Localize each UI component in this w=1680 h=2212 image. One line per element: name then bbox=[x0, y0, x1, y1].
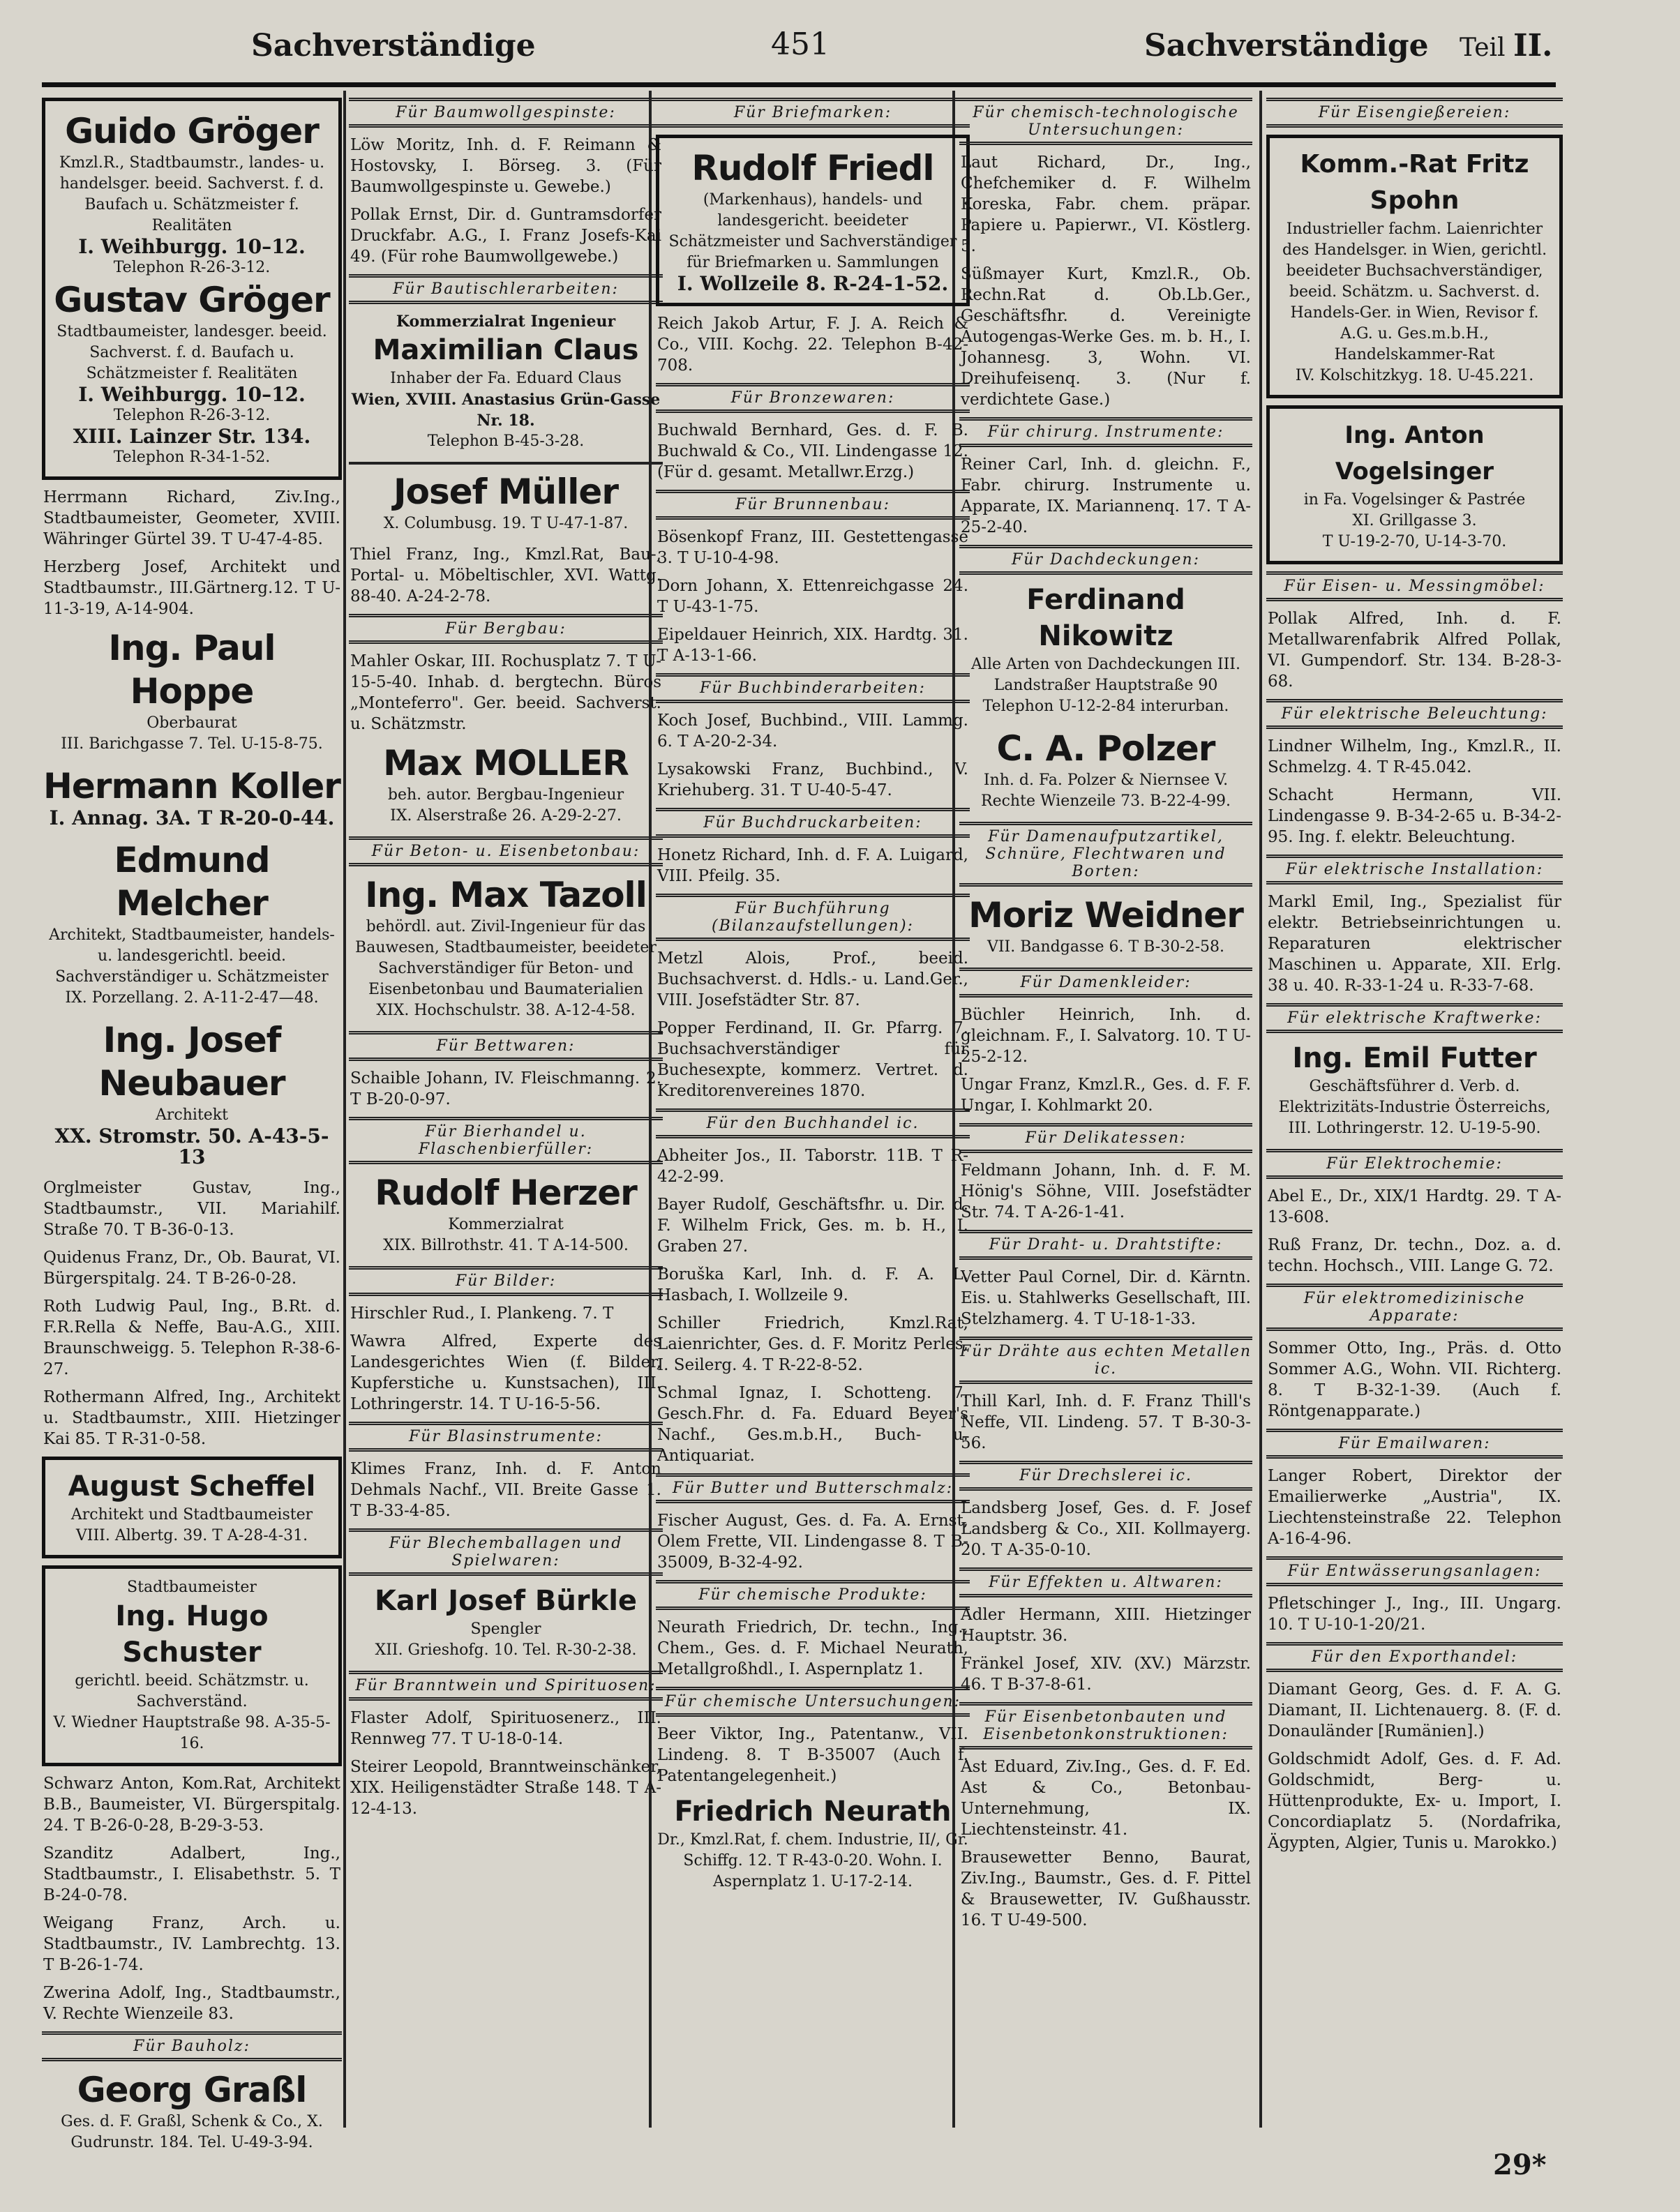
ad-name: August Scheffel bbox=[68, 1470, 316, 1503]
entry: Bayer Rudolf, Geschäftsfhr. u. Dir. d. F. Wilhelm Frick, Ges. m. b. H., I. Graben 27. bbox=[657, 1196, 968, 1256]
ad-text: Industrieller fachm. Laienrichter des Handelsger. in Wien, gerichtl. beeideter Buchsachverständiger, beeid. Schätzm. u. Sachverst. d. Handels-Ger. in Wien, Revisor f. A.G. u. Ges.m.b.H., Handelskammer-Rat bbox=[1282, 220, 1547, 363]
ad-maximilian-claus bbox=[349, 311, 663, 452]
section-heading: Für Damenaufputzartikel, Schnüre, Flechtwaren und Borten: bbox=[959, 822, 1252, 887]
ad-josef-neubauer bbox=[42, 1018, 342, 1168]
section-heading: Für Draht- u. Drahtstifte: bbox=[959, 1230, 1252, 1260]
entry: Reich Jakob Artur, F. J. A. Reich & Co., VIII. Kochg. 22. Telephon B-42-708. bbox=[657, 315, 968, 375]
ad-text: Stadtbaumeister, landesger. beeid. Sachverst. f. d. Baufach u. Schätzmeister f. Realitäten bbox=[57, 323, 327, 382]
ad-name: Ing. Hugo Schuster bbox=[115, 1600, 269, 1669]
entry: Schiller Friedrich, Kmzl.Rat, Laienrichter, Ges. d. F. Moritz Perles, I. Seilerg. 4. T R-22-8-52. bbox=[657, 1314, 968, 1374]
header-left: Sachverständige bbox=[251, 28, 536, 63]
section-heading: Für chirurg. Instrumente: bbox=[959, 417, 1252, 447]
entry: Beer Viktor, Ing., Patentanw., VII. Lindeng. 8. T B-35007 (Auch f. Patentangelegenheit.) bbox=[657, 1725, 968, 1785]
ad-paul-hoppe bbox=[42, 626, 342, 755]
ad-subtitle: Architekt bbox=[156, 1106, 228, 1124]
section-heading: Für Blasinstrumente: bbox=[349, 1422, 663, 1452]
top-rule bbox=[42, 82, 1556, 87]
section-heading: Für Eisengießereien: bbox=[1266, 98, 1563, 128]
section-heading: Für den Exporthandel: bbox=[1266, 1642, 1563, 1672]
ad-text: Inhaber der Fa. Eduard Claus bbox=[390, 370, 622, 387]
section-heading: Für Buchführung (Bilanzaufstellungen): bbox=[656, 894, 970, 941]
section-heading: Für Dachdeckungen: bbox=[959, 545, 1252, 575]
section-heading: Für chemische Produkte: bbox=[656, 1580, 970, 1610]
section-heading: Für den Buchhandel ic. bbox=[656, 1108, 970, 1138]
entry: Ruß Franz, Dr. techn., Doz. a. d. techn. Hochsch., VIII. Lange G. 72. bbox=[1268, 1236, 1561, 1275]
ad-karl-josef-buerkle bbox=[349, 1583, 663, 1661]
ad-name: Georg Graßl bbox=[77, 2070, 307, 2110]
entry: Diamant Georg, Ges. d. F. A. G. Diamant, II. Lichtenauerg. 8. (F. d. Donauländer [Rumänien].) bbox=[1268, 1680, 1561, 1740]
ad-name: Guido Gröger bbox=[65, 111, 319, 151]
ad-text: Kmzl.R., Stadtbaumstr., landes- u. handelsger. beeid. Sachverst. f. d. Baufach u. Schätzmeister f. Realitäten bbox=[59, 154, 325, 234]
entry: Süßmayer Kurt, Kmzl.R., Ob. Rechn.Rat d. Ob.Lb.Ger., Geschäftsfhr. d. Vereinigte Autogengas-Werke Ges. m. b. H., I. Johannesg. 3, Wohn. VI. Dreihufeisenq. 3. (Nur f. verdichtete Gase.) bbox=[961, 265, 1251, 409]
ad-text: Architekt, Stadtbaumeister, handels- u. landesgerichtl. beeid. Sachverständiger u. Schätzmeister bbox=[49, 926, 335, 986]
entry: Abheiter Jos., II. Taborstr. 11B. T R-42-2-99. bbox=[657, 1147, 968, 1186]
entry: Fränkel Josef, XIV. (XV.) Märzstr. 46. T B-37-8-61. bbox=[961, 1655, 1251, 1694]
ad-address: I. Weihburgg. 10–12. bbox=[78, 235, 306, 258]
ad-moriz-weidner bbox=[959, 894, 1252, 958]
entry: Bösenkopf Franz, III. Gestettengasse 3. T U-10-4-98. bbox=[657, 528, 968, 567]
entry: Reiner Carl, Inh. d. gleichn. F., Fabr. chirurg. Instrumente u. Apparate, IX. Mariannenq. 17. T A-25-2-40. bbox=[961, 456, 1251, 536]
entry: Langer Robert, Direktor der Emailierwerke „Austria", IX. Liechtensteinstraße 22. Telephon A-16-4-96. bbox=[1268, 1467, 1561, 1548]
section-heading: Für Damenkleider: bbox=[959, 968, 1252, 998]
ad-address: XIX. Billrothstr. 41. T A-14-500. bbox=[383, 1237, 629, 1254]
ad-rudolf-herzer bbox=[349, 1171, 663, 1256]
ad-address: VII. Bandgasse 6. T B-30-2-58. bbox=[987, 938, 1225, 956]
section-heading: Für chemisch-technologische Untersuchungen: bbox=[959, 98, 1252, 145]
entry: Schmal Ignaz, I. Schotteng. 7. Gesch.Fhr. d. Fa. Eduard Beyer's Nachf., Ges.m.b.H., Buch- u. Antiquariat. bbox=[657, 1384, 968, 1465]
ad-subtitle: Spengler bbox=[470, 1620, 541, 1638]
column-rule bbox=[343, 91, 346, 2128]
ad-subtitle: Oberbaurat bbox=[147, 714, 237, 732]
ad-text: Architekt und Stadtbaumeister bbox=[70, 1506, 313, 1523]
ad-telephone: Telephon R-26-3-12. bbox=[113, 407, 271, 424]
ad-address: I. Weihburgg. 10–12. bbox=[78, 383, 306, 406]
entry: Schacht Hermann, VII. Lindengasse 9. B-34-2-65 u. B-34-2-95. Ing. f. elektr. Beleuchtung. bbox=[1268, 786, 1561, 846]
section-heading: Für Drechslerei ic. bbox=[959, 1461, 1252, 1491]
ad-address: XII. Grieshofg. 10. Tel. R-30-2-38. bbox=[375, 1641, 637, 1659]
ad-name: Hermann Koller bbox=[43, 766, 340, 806]
ad-text: in Fa. Vogelsinger & Pastrée bbox=[1303, 491, 1526, 509]
rule bbox=[349, 462, 663, 465]
entry: Rothermann Alfred, Ing., Architekt u. Stadtbaumstr., XIII. Hietzinger Kai 85. T R-31-0-58. bbox=[43, 1388, 340, 1448]
ad-telephone: Telephon R-26-3-12. bbox=[113, 259, 271, 276]
column-5 bbox=[1266, 91, 1563, 2121]
ad-address: X. Columbusg. 19. T U-47-1-87. bbox=[383, 515, 629, 532]
part-number: II. bbox=[1513, 28, 1553, 63]
entry: Markl Emil, Ing., Spezialist für elektr. Betriebseinrichtungen u. Reparaturen elektrischer Maschinen u. Apparate, XII. Erlg. 38 u. 40. R-33-1-24 u. R-33-7-68. bbox=[1268, 893, 1561, 995]
entry: Szanditz Adalbert, Ing., Stadtbaumstr., I. Elisabethstr. 5. T B-24-0-78. bbox=[43, 1844, 340, 1904]
ad-address: I. Annag. 3A. T R-20-0-44. bbox=[49, 806, 335, 829]
ad-georg-grassl bbox=[42, 2068, 342, 2153]
ad-august-scheffel bbox=[42, 1457, 342, 1558]
ad-name: Max MOLLER bbox=[383, 743, 629, 783]
section-heading: Für Branntwein und Spirituosen: bbox=[349, 1671, 663, 1701]
entry: Herrmann Richard, Ziv.Ing., Stadtbaumeister, Geometer, XVIII. Währinger Gürtel 39. T U-47-4-85. bbox=[43, 488, 340, 548]
ad-hugo-schuster bbox=[42, 1565, 342, 1766]
ad-address: XX. Stromstr. 50. A-43-5-13 bbox=[54, 1124, 329, 1168]
ad-max-tazoll bbox=[349, 873, 663, 1021]
entry: Popper Ferdinand, II. Gr. Pfarrg. 7. Buchsachverständiger für Buchesexpte, kommerz. Vertret. d. Kreditorenvereines 1870. bbox=[657, 1019, 968, 1100]
page-header bbox=[0, 20, 1680, 75]
ad-text: Dr., Kmzl.Rat, f. chem. Industrie, II/, Gr. Schiffg. 12. T R-43-0-20. Wohn. I. Aspernplatz 1. U-17-2-14. bbox=[657, 1831, 968, 1890]
section-heading: Für elektrische Beleuchtung: bbox=[1266, 699, 1563, 729]
section-heading: Für Baumwollgespinste: bbox=[349, 98, 663, 128]
ad-text: Inh. d. Fa. Polzer & Niernsee V. Rechte Wienzeile 73. B-22-4-99. bbox=[981, 772, 1231, 810]
ad-hermann-koller bbox=[42, 765, 342, 829]
section-heading: Für Briefmarken: bbox=[656, 98, 970, 128]
entry: Zwerina Adolf, Ing., Stadtbaumstr., V. Rechte Wienzeile 83. bbox=[43, 1984, 340, 2023]
column-2 bbox=[349, 91, 663, 2121]
ad-max-moller bbox=[349, 742, 663, 827]
section-heading: Für Beton- u. Eisenbetonbau: bbox=[349, 836, 663, 866]
ad-text: gerichtl. beeid. Schätzmstr. u. Sachverständ. bbox=[75, 1672, 309, 1710]
section-heading: Für Emailwaren: bbox=[1266, 1429, 1563, 1459]
ad-address: Wien, XVIII. Anastasius Grün-Gasse Nr. 18. bbox=[351, 391, 661, 430]
entry: Hirschler Rud., I. Plankeng. 7. T bbox=[350, 1304, 614, 1323]
entry: Dorn Johann, X. Ettenreichgasse 24. T U-43-1-75. bbox=[657, 577, 968, 616]
ad-address: III. Barichgasse 7. Tel. U-15-8-75. bbox=[61, 735, 323, 753]
section-heading: Für Bergbau: bbox=[349, 614, 663, 644]
ad-name: Karl Josef Bürkle bbox=[374, 1585, 638, 1617]
ad-address: III. Lothringerstr. 12. U-19-5-90. bbox=[1288, 1120, 1541, 1137]
ad-friedrich-neurath bbox=[656, 1793, 970, 1893]
entry: Wawra Alfred, Experte des Landesgerichtes Wien (f. Bilder, Kupferstiche u. Kunstsachen), III. Lothringerstr. 14. T U-16-5-56. bbox=[350, 1332, 661, 1413]
entry: Fischer August, Ges. d. Fa. A. Ernst, Olem Frette, VII. Lindengasse 8. T B-35009, B-32-4-92. bbox=[657, 1512, 968, 1572]
ad-address: VIII. Albertg. 39. T A-28-4-31. bbox=[75, 1527, 308, 1544]
section-heading: Für Bilder: bbox=[349, 1266, 663, 1296]
ad-name: Ing. Max Tazoll bbox=[365, 875, 647, 915]
page-number: 451 bbox=[771, 27, 830, 62]
ad-address: IX. Alserstraße 26. A-29-2-27. bbox=[390, 807, 622, 825]
ad-text: Ges. d. F. Graßl, Schenk & Co., X. Gudrunstr. 184. Tel. U-49-3-94. bbox=[61, 2113, 323, 2151]
ad-telephone: Telephon R-34-1-52. bbox=[113, 449, 271, 466]
ad-name: Gustav Gröger bbox=[54, 280, 330, 320]
entry: Schaible Johann, IV. Fleischmanng. 2. T B-20-0-97. bbox=[350, 1069, 661, 1108]
ad-text: behördl. aut. Zivil-Ingenieur für das Bauwesen, Stadtbaumeister, beeideter Sachverständiger für Beton- und Eisenbetonbau und Baumaterialien bbox=[355, 918, 657, 998]
ad-address: I. Wollzeile 8. R-24-1-52. bbox=[677, 272, 949, 295]
section-heading: Für Effekten u. Altwaren: bbox=[959, 1567, 1252, 1597]
entry: Steirer Leopold, Branntweinschänker, XIX. Heiligenstädter Straße 148. T A-12-4-13. bbox=[350, 1758, 661, 1818]
entry: Abel E., Dr., XIX/1 Hardtg. 29. T A-13-608. bbox=[1268, 1187, 1561, 1226]
entry: Lysakowski Franz, Buchbind., V. Kriehuberg. 31. T U-40-5-47. bbox=[657, 760, 968, 799]
entry: Laut Richard, Dr., Ing., Chefchemiker d. F. Wilhelm Koreska, Fabr. chem. präpar. Papiere u. Papierwr., VI. Köstlerg. 5. bbox=[961, 153, 1251, 255]
ad-name: Ing. Anton Vogelsinger bbox=[1335, 421, 1494, 486]
ad-address: XI. Grillgasse 3. bbox=[1352, 512, 1477, 529]
ad-name: Komm.-Rat Fritz Spohn bbox=[1300, 150, 1529, 215]
ad-ca-polzer bbox=[959, 727, 1252, 812]
ad-address: XIII. Lainzer Str. 134. bbox=[73, 425, 311, 448]
entry: Adler Hermann, XIII. Hietzinger Hauptstr. 36. bbox=[961, 1606, 1251, 1645]
section-heading: Für Eisen- u. Messingmöbel: bbox=[1266, 571, 1563, 601]
ad-address: IX. Porzellang. 2. A-11-2-47—48. bbox=[65, 989, 319, 1007]
section-heading: Für Bautischlerarbeiten: bbox=[349, 274, 663, 304]
ad-address: V. Wiedner Hauptstraße 98. A-35-5-16. bbox=[53, 1714, 331, 1752]
section-heading: Für Bronzewaren: bbox=[656, 383, 970, 413]
part-prefix: Teil bbox=[1460, 33, 1506, 62]
ad-emil-futter bbox=[1266, 1040, 1563, 1139]
ad-subtitle: Kommerzialrat bbox=[448, 1216, 564, 1233]
section-heading: Für Brunnenbau: bbox=[656, 490, 970, 520]
entry: Orglmeister Gustav, Ing., Stadtbaumstr., VII. Mariahilf. Straße 70. T B-36-0-13. bbox=[43, 1179, 340, 1239]
entry: Thill Karl, Inh. d. F. Franz Thill's Neffe, VII. Lindeng. 57. T B-30-3-56. bbox=[961, 1392, 1251, 1452]
entry: Goldschmidt Adolf, Ges. d. F. Ad. Goldschmidt, Berg- u. Hüttenprodukte, Ex- u. Import, I. Concordiaplatz 5. (Nordafrika, Ägypten, Algier, Tunis u. Marokko.) bbox=[1268, 1750, 1561, 1852]
ad-name: Josef Müller bbox=[393, 472, 618, 512]
column-3 bbox=[656, 91, 970, 2121]
entry: Ast Eduard, Ziv.Ing., Ges. d. F. Ed. Ast & Co., Betonbau-Unternehmung, IX. Liechtensteinstr. 41. bbox=[961, 1758, 1251, 1839]
header-right: Sachverständige bbox=[1144, 28, 1429, 63]
entry: Büchler Heinrich, Inh. d. gleichnam. F., I. Salvatorg. 10. T U-25-2-12. bbox=[961, 1006, 1251, 1066]
entry: Metzl Alois, Prof., beeid. Buchsachverst. d. Hdls.- u. Land.Ger., VIII. Josefstädter Str. 87. bbox=[657, 949, 968, 1009]
entry: Thiel Franz, Ing., Kmzl.Rat, Bau-, Portal- u. Möbeltischler, XVI. Wattg. 88-40. A-24-2-78. bbox=[350, 546, 661, 605]
entry: Buchwald Bernhard, Ges. d. F. B. Buchwald & Co., VII. Lindengasse 12. (Für d. gesamt. Metallwr.Erzg.) bbox=[657, 421, 968, 481]
ad-text: Alle Arten von Dachdeckungen III. Landstraßer Hauptstraße 90 bbox=[971, 656, 1240, 694]
section-heading: Für Elektrochemie: bbox=[1266, 1149, 1563, 1179]
ad-name: Ferdinand Nikowitz bbox=[1026, 584, 1185, 652]
ad-rudolf-friedl bbox=[656, 135, 970, 306]
ad-edmund-melcher bbox=[42, 838, 342, 1009]
column-rule bbox=[1259, 91, 1262, 2128]
ad-text: beh. autor. Bergbau-Ingenieur bbox=[387, 786, 624, 804]
section-heading: Für elektrische Installation: bbox=[1266, 855, 1563, 885]
column-1 bbox=[42, 91, 342, 2151]
section-heading: Für Bierhandel u. Flaschenbierfüller: bbox=[349, 1117, 663, 1164]
section-heading: Für Drähte aus echten Metallen ic. bbox=[959, 1337, 1252, 1384]
entry: Lindner Wilhelm, Ing., Kmzl.R., II. Schmelzg. 4. T R-45.042. bbox=[1268, 737, 1561, 776]
ad-fritz-spohn bbox=[1266, 135, 1563, 398]
section-heading: Für Bettwaren: bbox=[349, 1031, 663, 1061]
section-heading: Für elektromedizinische Apparate: bbox=[1266, 1284, 1563, 1331]
entry: Sommer Otto, Ing., Präs. d. Otto Sommer A.G., Wohn. VII. Richterg. 8. T B-32-1-39. (Auch f. Röntgenapparate.) bbox=[1268, 1339, 1561, 1420]
section-heading: Für Butter und Butterschmalz: bbox=[656, 1473, 970, 1503]
header-part bbox=[1460, 28, 1553, 63]
ad-name: Moriz Weidner bbox=[968, 895, 1243, 935]
ad-ferdinand-nikowitz bbox=[959, 582, 1252, 717]
ad-name: Rudolf Friedl bbox=[691, 148, 934, 188]
entry: Klimes Franz, Inh. d. F. Anton Dehmals Nachf., VII. Breite Gasse 1. T B-33-4-85. bbox=[350, 1460, 661, 1520]
entry: Flaster Adolf, Spirituosenerz., III. Rennweg 77. T U-18-0-14. bbox=[350, 1709, 661, 1748]
ad-name: Edmund Melcher bbox=[114, 840, 270, 924]
entry: Pfletschinger J., Ing., III. Ungarg. 10. T U-10-1-20/21. bbox=[1268, 1595, 1561, 1634]
ad-name: C. A. Polzer bbox=[996, 728, 1215, 769]
ad-name: Ing. Paul Hoppe bbox=[108, 628, 276, 712]
ad-top: Kommerzialrat Ingenieur bbox=[396, 313, 616, 331]
entry: Koch Josef, Buchbind., VIII. Lammg. 6. T A-20-2-34. bbox=[657, 712, 968, 751]
entry: Honetz Richard, Inh. d. F. A. Luigard, VIII. Pfeilg. 35. bbox=[657, 846, 968, 885]
ad-telephone: Telephon U-12-2-84 interurban. bbox=[982, 698, 1229, 715]
ad-telephone: T U-19-2-70, U-14-3-70. bbox=[1322, 533, 1507, 550]
entry: Schwarz Anton, Kom.Rat, Architekt B.B., Baumeister, VI. Bürgerspitalg. 24. T B-26-0-28, B-29-3-53. bbox=[43, 1775, 340, 1835]
section-heading: Für Buchdruckarbeiten: bbox=[656, 808, 970, 838]
entry: Löw Moritz, Inh. d. F. Reimann & Hostovsky, I. Börseg. 3. (Für Baumwollgespinste u. Gewebe.) bbox=[350, 136, 661, 196]
ad-address: IV. Kolschitzkyg. 18. U-45.221. bbox=[1295, 367, 1534, 384]
ad-name: Rudolf Herzer bbox=[375, 1173, 637, 1213]
footer-signature: 29* bbox=[1493, 2149, 1547, 2181]
entry: Roth Ludwig Paul, Ing., B.Rt. d. F.R.Rella & Neffe, Bau-A.G., XIII. Braunschweigg. 5. Telephon R-38-6-27. bbox=[43, 1297, 340, 1378]
column-4 bbox=[959, 91, 1252, 2121]
ad-telephone: Telephon B-45-3-28. bbox=[427, 432, 585, 450]
ad-address: XIX. Hochschulstr. 38. A-12-4-58. bbox=[376, 1002, 636, 1019]
ad-anton-vogelsinger bbox=[1266, 405, 1563, 564]
entry: Pollak Ernst, Dir. d. Guntramsdorfer Druckfabr. A.G., I. Franz Josefs-Kai 49. (Für rohe Baumwollgewebe.) bbox=[350, 206, 661, 266]
entry: Mahler Oskar, III. Rochusplatz 7. T U-15-5-40. Inhab. d. bergtechn. Büros „Monteferro". Ger. beeid. Sachverst. u. Schätzmstr. bbox=[350, 652, 661, 733]
entry: Brausewetter Benno, Baurat, Ziv.Ing., Baumstr., Ges. d. F. Pittel & Brausewetter, IV. Gußhausstr. 16. T U-49-500. bbox=[961, 1849, 1251, 1929]
entry: Neurath Friedrich, Dr. techn., Ing., Chem., Ges. d. F. Michael Neurath, Metallgroßhdl., I. Aspernplatz 1. bbox=[657, 1618, 968, 1678]
section-heading: Für Buchbinderarbeiten: bbox=[656, 673, 970, 703]
section-heading: Für Entwässerungsanlagen: bbox=[1266, 1556, 1563, 1586]
entry: Landsberg Josef, Ges. d. F. Josef Landsberg & Co., XII. Kollmayerg. 20. T A-35-0-10. bbox=[961, 1499, 1251, 1559]
ad-text: (Markenhaus), handels- und landesgericht. beeideter Schätzmeister und Sachverständiger für Briefmarken u. Sammlungen bbox=[668, 191, 957, 271]
entry: Pollak Alfred, Inh. d. F. Metallwarenfabrik Alfred Pollak, VI. Gumpendorf. Str. 134. B-28-3-68. bbox=[1268, 610, 1561, 691]
ad-name: Ing. Emil Futter bbox=[1292, 1042, 1537, 1074]
entry: Weigang Franz, Arch. u. Stadtbaumstr., IV. Lambrechtg. 13. T B-26-1-74. bbox=[43, 1914, 340, 1974]
entry: Quidenus Franz, Dr., Ob. Baurat, VI. Bürgerspitalg. 24. T B-26-0-28. bbox=[43, 1249, 340, 1288]
ad-name: Ing. Josef Neubauer bbox=[98, 1020, 285, 1104]
ad-name: Friedrich Neurath bbox=[674, 1796, 952, 1828]
entry: Vetter Paul Cornel, Dir. d. Kärntn. Eis. u. Stahlwerks Gesellschaft, III. Stelzhamerg. 4. T U-18-1-33. bbox=[961, 1268, 1251, 1328]
section-heading: Für Delikatessen: bbox=[959, 1123, 1252, 1153]
section-heading: Für Blechemballagen und Spielwaren: bbox=[349, 1528, 663, 1576]
entry: Herzberg Josef, Architekt und Stadtbaumstr., III.Gärtnerg.12. T U-11-3-19, A-14-904. bbox=[43, 558, 340, 618]
entry: Eipeldauer Heinrich, XIX. Hardtg. 31. T A-13-1-66. bbox=[657, 626, 968, 665]
ad-guido-groeger bbox=[42, 98, 342, 480]
section-heading: Für elektrische Kraftwerke: bbox=[1266, 1003, 1563, 1033]
ad-text: Geschäftsführer d. Verb. d. Elektrizitäts-Industrie Österreichs, bbox=[1278, 1078, 1551, 1116]
ad-josef-mueller bbox=[349, 470, 663, 534]
section-heading: Für chemische Untersuchungen: bbox=[656, 1687, 970, 1717]
section-heading: Für Bauholz: bbox=[42, 2031, 342, 2061]
ad-name: Maximilian Claus bbox=[373, 334, 639, 366]
entry: Boruška Karl, Inh. d. F. A. L. Hasbach, I. Wollzeile 9. bbox=[657, 1265, 968, 1304]
entry: Feldmann Johann, Inh. d. F. M. Hönig's Söhne, VIII. Josefstädter Str. 74. T A-26-1-41. bbox=[961, 1161, 1251, 1221]
ad-top: Stadtbaumeister bbox=[127, 1579, 257, 1596]
section-heading: Für Eisenbetonbauten und Eisenbetonkonstruktionen: bbox=[959, 1702, 1252, 1750]
entry: Ungar Franz, Kmzl.R., Ges. d. F. F. Ungar, I. Kohlmarkt 20. bbox=[961, 1076, 1251, 1115]
